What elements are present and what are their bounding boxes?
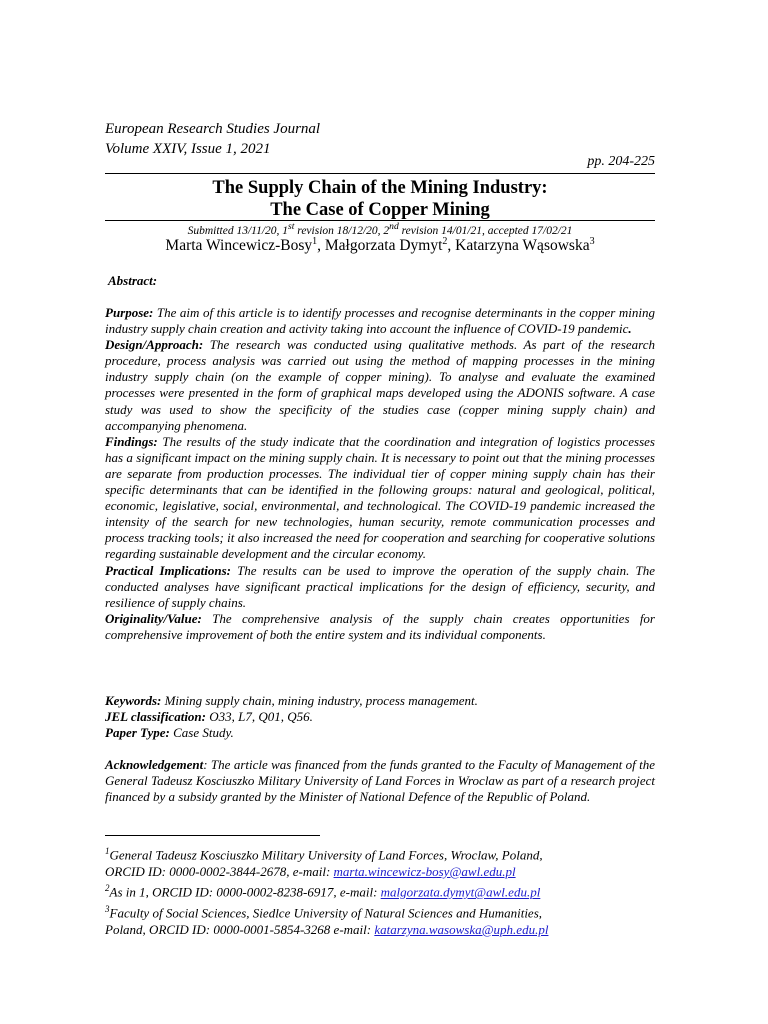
- design-text: The research was conducted using qualitative methods. As part of the research procedure, process analysis was carried out using the method of mapping processes in the mining industry supply chain (on the example of copper mining). To analyse and evaluate the examined processes were presented in the form of graphical maps developed using the ADONIS software. A case study was used to show the specificity of the studies case (copper mining supply chain) and accompanying phenomena.: [105, 337, 655, 433]
- accepted-text: revision 14/01/21, accepted 17/02/21: [398, 224, 573, 237]
- author-sep: ,: [317, 237, 325, 255]
- revision2-sup: nd: [389, 221, 399, 232]
- header-rule: [105, 173, 655, 174]
- footnote-3-affiliation: Faculty of Social Sciences, Siedlce University of Natural Sciences and Humanities,: [109, 905, 543, 921]
- findings-label: Findings:: [105, 433, 158, 449]
- keywords-line: [105, 693, 655, 709]
- author-2-affil: 2: [442, 236, 448, 247]
- footnote-3: [105, 901, 665, 922]
- footnote-1-marker: 1: [105, 846, 110, 856]
- jel-label: JEL classification:: [105, 709, 206, 725]
- paper-type-text: Case Study.: [169, 725, 234, 741]
- design-label: Design/Approach:: [105, 337, 204, 353]
- revision1-text: revision 18/12/20, 2: [294, 224, 390, 237]
- author-1: Marta Wincewicz-Bosy: [165, 237, 313, 255]
- abstract-design: [105, 337, 655, 434]
- abstract-heading: Abstract:: [108, 273, 158, 288]
- acknowledgement: [105, 757, 655, 806]
- email-link-1[interactable]: marta.wincewicz-bosy@awl.edu.pl: [333, 863, 516, 879]
- footnote-3-orcid: Poland, ORCID ID: 0000-0001-5854-3268 e-mail:: [105, 921, 375, 937]
- footnote-2-marker: 2: [105, 883, 110, 894]
- jel-text: O33, L7, Q01, Q56.: [206, 709, 313, 725]
- email-link-2[interactable]: malgorzata.dymyt@awl.edu.pl: [380, 884, 541, 900]
- paper-title: [105, 177, 655, 221]
- jel-line: [105, 709, 655, 725]
- abstract-originality: [105, 611, 655, 643]
- keywords-block: [105, 693, 655, 742]
- footnote-2: [105, 880, 665, 901]
- author-3-affil: 3: [589, 236, 595, 247]
- author-2: Małgorzata Dymyt: [324, 237, 443, 255]
- originality-label: Originality/Value:: [105, 610, 202, 626]
- originality-text: The comprehensive analysis of the supply chain creates opportunities for comprehensive improvement of both the entire system and its individual components.: [105, 610, 655, 642]
- email-link-3[interactable]: katarzyna.wasowska@uph.edu.pl: [374, 921, 549, 937]
- acknowledgement-text: : The article was financed from the funds granted to the Faculty of Management of the General Tadeusz Kosciuszko Military University of Land Forces in Wroclaw as part of a research project financed by a subsidy granted by the Minister of National Defence of the Republic of Poland.: [105, 757, 655, 805]
- footnote-1-affiliation: General Tadeusz Kosciuszko Military University of Land Forces, Wroclaw, Poland,: [109, 847, 543, 863]
- footnote-3-marker: 3: [105, 904, 110, 915]
- practical-text: The results can be used to improve the operation of the supply chain. The conducted analyses have significant practical implications for the design of efficiency, security, and resilience of supply chains.: [105, 562, 655, 610]
- journal-info: [105, 119, 320, 159]
- acknowledgement-label: Acknowledgement: [105, 757, 204, 772]
- abstract-body: [105, 305, 655, 643]
- purpose-end: .: [628, 321, 632, 337]
- footnote-rule: [105, 835, 320, 836]
- author-sep: ,: [447, 237, 456, 255]
- paper-type-line: [105, 725, 655, 741]
- footnote-1-orcid: ORCID ID: 0000-0002-3844-2678, e-mail:: [105, 863, 334, 879]
- submitted-sup: st: [288, 221, 295, 232]
- author-3: Katarzyna Wąsowska: [455, 237, 590, 255]
- author-1-affil: 1: [312, 236, 318, 247]
- journal-name: European Research Studies Journal: [105, 121, 321, 137]
- submitted-text: Submitted 13/11/20, 1: [187, 224, 289, 237]
- footnote-1-contact: [105, 864, 665, 881]
- abstract-purpose: [105, 305, 655, 337]
- title-line-1: The Supply Chain of the Mining Industry:: [212, 178, 548, 198]
- abstract-practical: [105, 563, 655, 611]
- submission-history: [105, 221, 655, 237]
- keywords-label: Keywords:: [105, 693, 162, 708]
- paper-type-label: Paper Type:: [105, 725, 170, 741]
- page-range: pp. 204-225: [587, 154, 655, 169]
- practical-label: Practical Implications:: [105, 562, 231, 578]
- footnote-2-text: As in 1, ORCID ID: 0000-0002-8238-6917, e-mail:: [109, 884, 381, 900]
- author-list: [105, 236, 655, 255]
- footnote-1: [105, 843, 665, 864]
- keywords-text: Mining supply chain, mining industry, process management.: [161, 693, 478, 708]
- footnotes: [105, 843, 665, 938]
- findings-text: The results of the study indicate that the coordination and integration of logistics processes has a significant impact on the mining supply chain. It is necessary to point out that the mining processes are separate from production processes. The individual tier of copper mining supply chain has their specific determinants that can be identified in the following groups: natural and geological, political, economic, legislative, social, environmental, and technological. The COVID-19 pandemic increased the intensity of the search for new technologies, human security, remote communication processes and process tracking tools; it also increased the need for cooperation and searching for cooperative solutions regarding sustainable development and the circular economy.: [105, 433, 655, 562]
- purpose-label: Purpose:: [105, 305, 154, 320]
- abstract-findings: [105, 434, 655, 563]
- journal-volume: Volume XXIV, Issue 1, 2021: [105, 141, 271, 157]
- footnote-3-contact: [105, 922, 665, 939]
- title-line-2: The Case of Copper Mining: [270, 200, 490, 220]
- purpose-text: The aim of this article is to identify processes and recognise determinants in the copper mining industry supply chain creation and activity taking into account the influence of COVID-19 pandemic: [105, 305, 655, 337]
